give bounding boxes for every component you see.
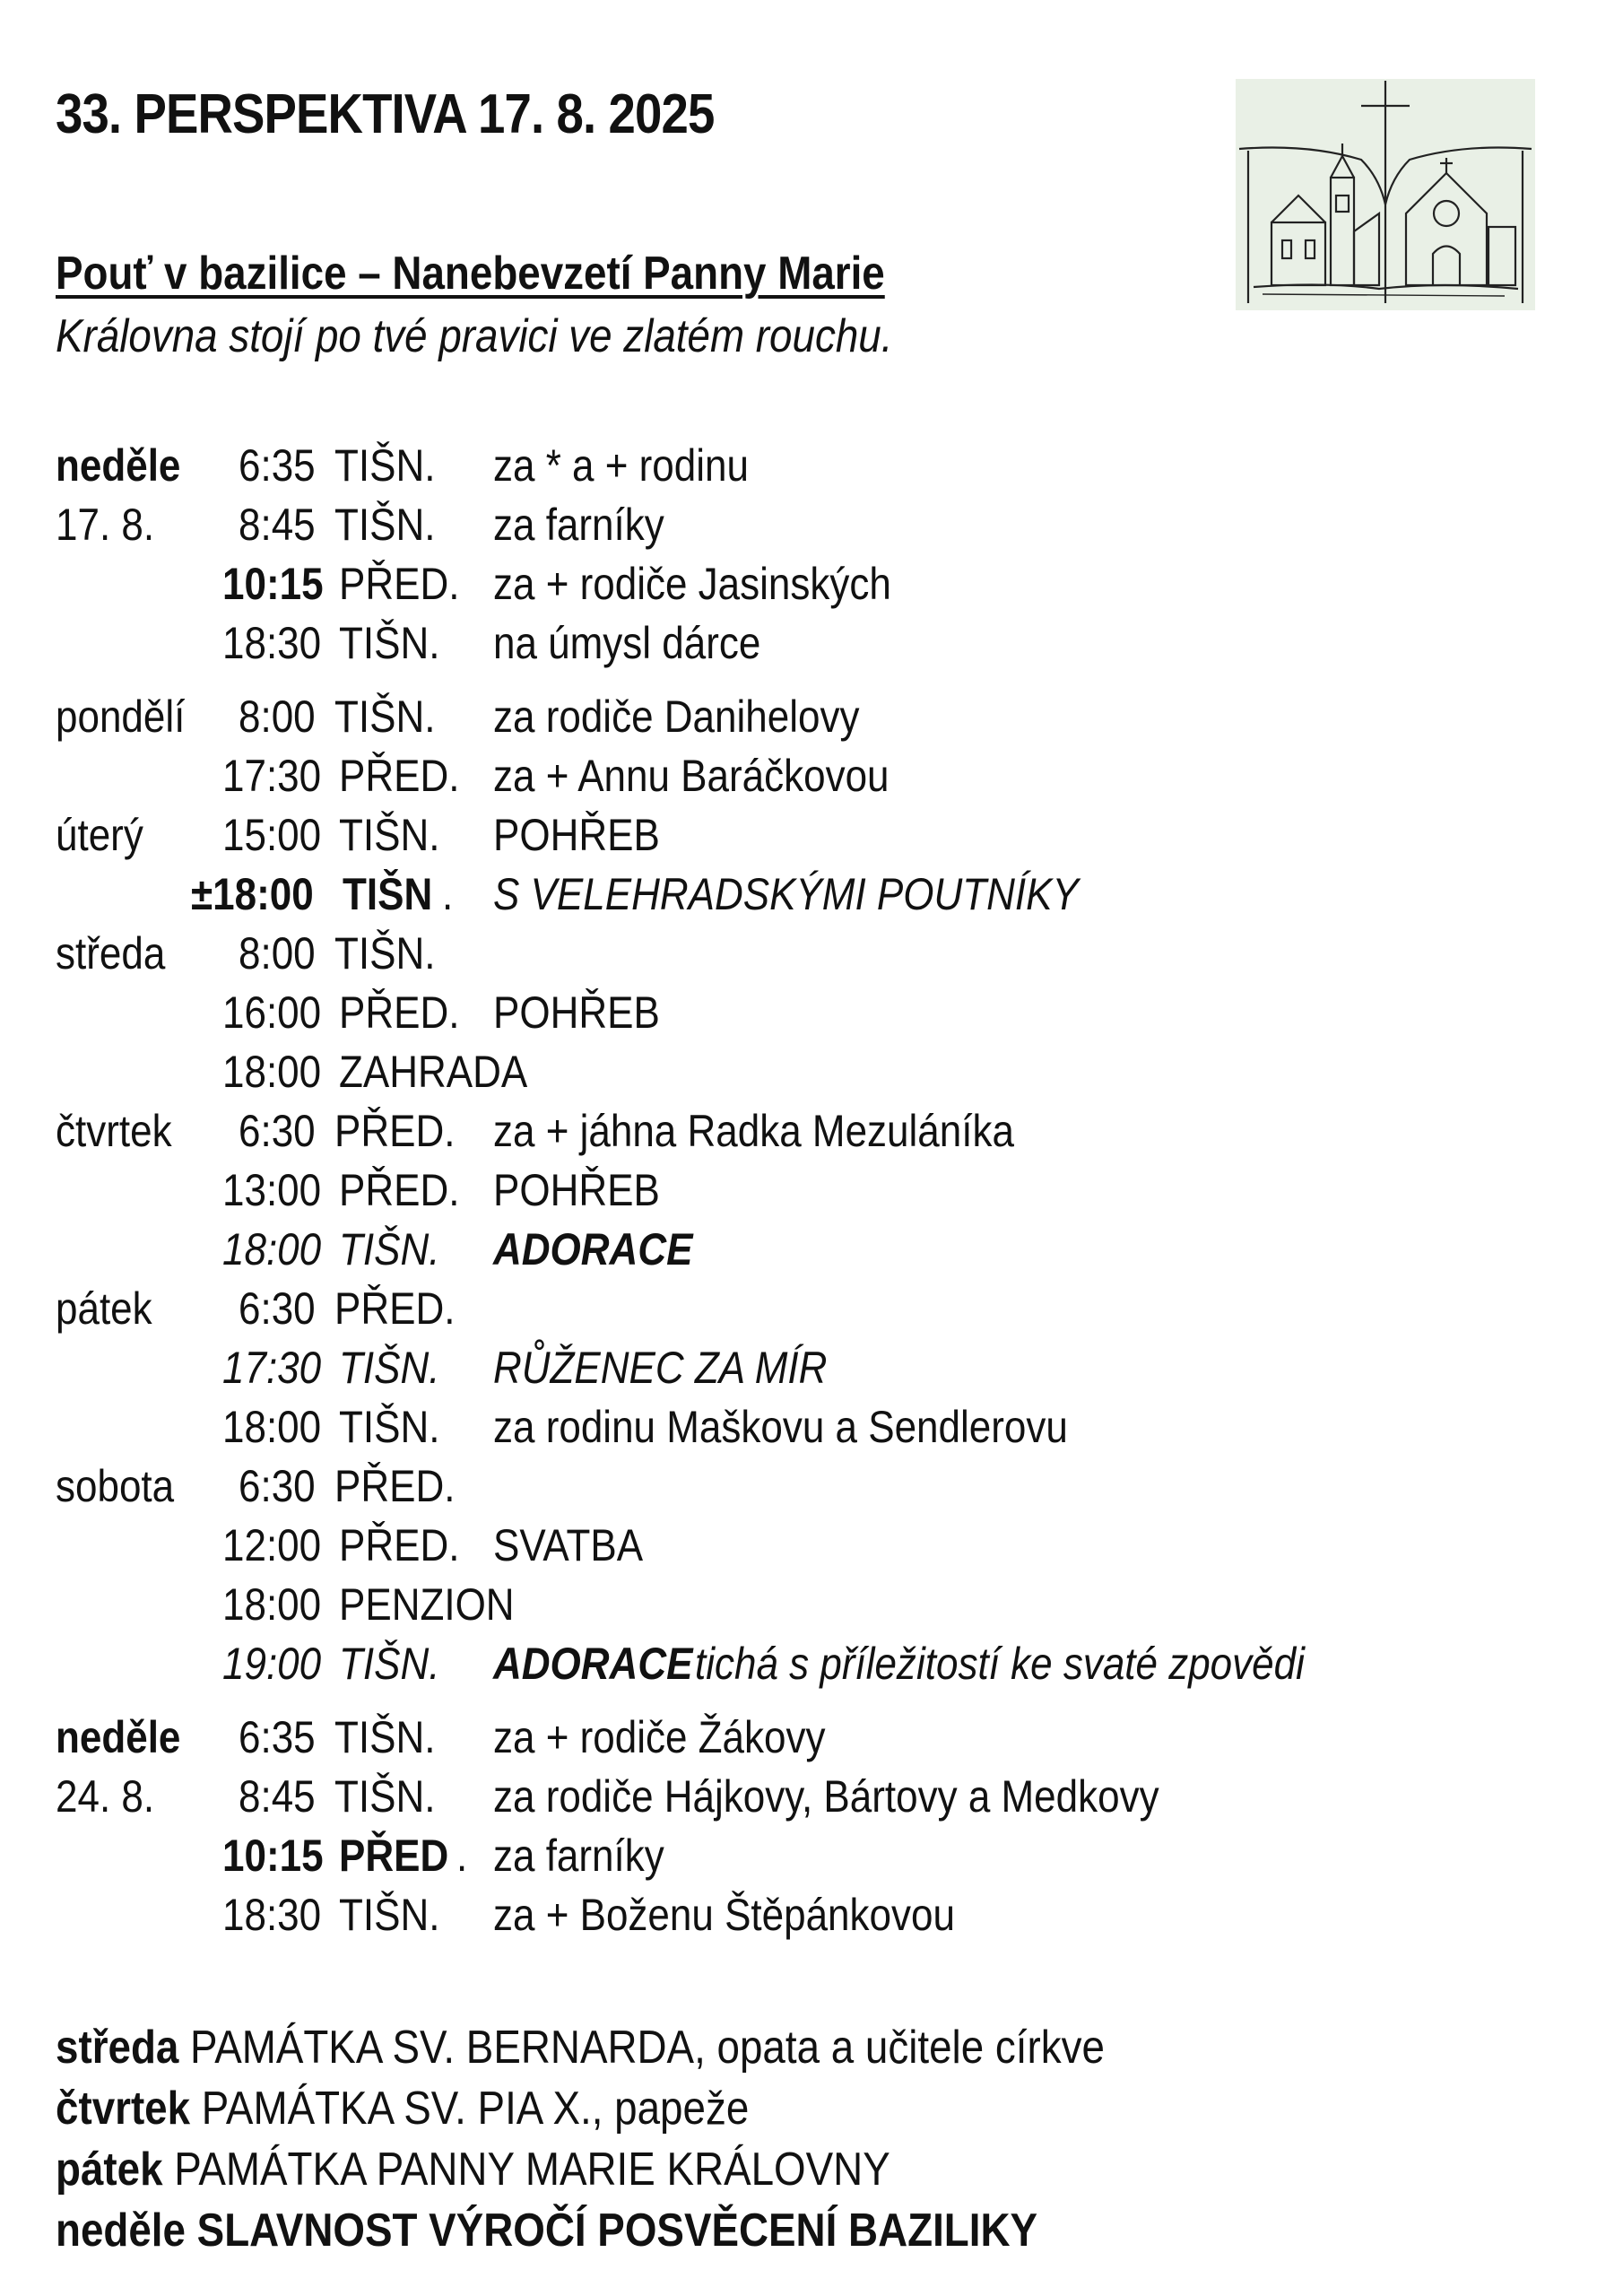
schedule-intention: za * a + rodinu	[493, 440, 749, 491]
schedule-time: 10:15	[222, 559, 324, 609]
schedule-place: PŘED.	[339, 1520, 460, 1570]
schedule-place: TIŠN.	[334, 440, 436, 491]
schedule-day: sobota	[56, 1461, 175, 1511]
feast-day: neděle	[56, 2205, 186, 2257]
schedule-day: pátek	[56, 1283, 152, 1334]
schedule-time: 18:30	[222, 618, 322, 668]
schedule-time: 6:30	[239, 1106, 316, 1156]
schedule-row	[0, 496, 1623, 553]
schedule-intention: za rodiče Danihelovy	[493, 691, 860, 742]
schedule-place: PŘED.	[339, 751, 460, 801]
schedule-time: 6:35	[239, 1712, 316, 1762]
schedule-place: TIŠN	[343, 869, 433, 919]
feast-text: PAMÁTKA PANNY MARIE KRÁLOVNY	[162, 2144, 890, 2196]
schedule-place: TIŠN.	[339, 1890, 440, 1940]
schedule-row	[0, 1161, 1623, 1219]
schedule-place: PŘED.	[339, 987, 460, 1038]
feast-line	[56, 2140, 890, 2199]
feast-day: čtvrtek	[56, 2083, 191, 2135]
schedule-place: TIŠN.	[339, 618, 440, 668]
schedule-time: 17:30	[222, 1343, 322, 1393]
schedule-time: 18:00	[222, 1579, 322, 1630]
schedule-intention: za rodinu Maškovu a Sendlerovu	[493, 1402, 1068, 1452]
schedule-row	[0, 1635, 1623, 1692]
schedule-intention: SVATBA	[493, 1520, 644, 1570]
schedule-row	[0, 555, 1623, 613]
schedule-time: 6:30	[239, 1461, 316, 1511]
schedule-row	[0, 806, 1623, 864]
schedule-intention: POHŘEB	[493, 1165, 660, 1215]
schedule-place: PENZION	[339, 1579, 515, 1630]
schedule-row	[0, 1709, 1623, 1766]
schedule-intention: za farníky	[493, 500, 664, 550]
schedule-day: 24. 8.	[56, 1771, 155, 1822]
schedule-time: 8:45	[239, 500, 316, 550]
schedule-intention: S VELEHRADSKÝMI POUTNÍKY	[493, 869, 1079, 919]
feast-text: PAMÁTKA SV. BERNARDA, opata a učitele církve	[178, 2022, 1105, 2074]
schedule-row	[0, 1517, 1623, 1574]
schedule-day: neděle	[56, 440, 181, 491]
schedule-row	[0, 747, 1623, 804]
schedule-time: 8:00	[239, 691, 316, 742]
schedule-place: PŘED.	[339, 559, 460, 609]
schedule-intention: POHŘEB	[493, 810, 660, 860]
feast-line	[56, 2079, 749, 2138]
schedule-intention: za + jáhna Radka Mezuláníka	[493, 1106, 1014, 1156]
schedule-intention: POHŘEB	[493, 987, 660, 1038]
schedule-intention: ADORACE	[493, 1224, 693, 1274]
schedule-place: TIŠN.	[334, 691, 436, 742]
motto: Královna stojí po tvé pravici ve zlatém rouchu.	[56, 310, 893, 362]
schedule-place: PŘED.	[334, 1283, 456, 1334]
schedule-day: pondělí	[56, 691, 186, 742]
schedule-row	[0, 614, 1623, 672]
schedule-place: TIŠN.	[334, 928, 436, 978]
schedule-time: 17:30	[222, 751, 322, 801]
schedule-row	[0, 1457, 1623, 1515]
schedule-time: 19:00	[222, 1639, 322, 1689]
schedule-intention: za + Annu Baráčkovou	[493, 751, 890, 801]
feast-line	[56, 2018, 1105, 2077]
schedule-place: TIŠN.	[339, 1402, 440, 1452]
schedule-day: 17. 8.	[56, 500, 155, 550]
feast-text: SLAVNOST VÝROČÍ POSVĚCENÍ BAZILIKY	[185, 2205, 1038, 2257]
schedule-time: 15:00	[222, 810, 322, 860]
schedule-row	[0, 1102, 1623, 1160]
schedule-row	[0, 925, 1623, 982]
schedule-place: ZAHRADA	[339, 1047, 528, 1097]
schedule-day: úterý	[56, 810, 143, 860]
subtitle: Pouť v bazilice – Nanebevzetí Panny Marie	[56, 248, 885, 300]
schedule-place: PŘED.	[334, 1106, 456, 1156]
schedule-row	[0, 688, 1623, 745]
schedule-row	[0, 1827, 1623, 1884]
schedule-time: 18:00	[222, 1047, 322, 1097]
schedule-place: TIŠN.	[334, 1771, 436, 1822]
schedule-row	[0, 1886, 1623, 1944]
schedule-place: TIŠN.	[339, 1224, 440, 1274]
schedule-place: PŘED.	[339, 1165, 460, 1215]
schedule-intention-note: tichá s příležitostí ke svaté zpovědi	[695, 1639, 1305, 1689]
feast-day: pátek	[56, 2144, 163, 2196]
page-title: 33. PERSPEKTIVA 17. 8. 2025	[56, 83, 715, 145]
schedule-row	[0, 1398, 1623, 1456]
schedule-time: 16:00	[222, 987, 322, 1038]
schedule-place: TIŠN.	[339, 1639, 440, 1689]
schedule-time: 6:35	[239, 440, 316, 491]
feast-day: středa	[56, 2022, 179, 2074]
schedule-intention: na úmysl dárce	[493, 618, 761, 668]
schedule-time: ±18:00	[191, 869, 314, 919]
feast-line	[56, 2201, 1037, 2260]
schedule-row	[0, 984, 1623, 1041]
schedule-day: neděle	[56, 1712, 181, 1762]
schedule-place-dot: .	[442, 869, 454, 919]
schedule-time: 18:00	[222, 1402, 322, 1452]
schedule-place: PŘED	[339, 1831, 449, 1881]
schedule-time: 12:00	[222, 1520, 322, 1570]
schedule-intention: za + Boženu Štěpánkovou	[493, 1890, 955, 1940]
schedule-row	[0, 865, 1623, 923]
schedule-intention: za + rodiče Jasinských	[493, 559, 891, 609]
schedule-time: 8:00	[239, 928, 316, 978]
schedule-time: 18:00	[222, 1224, 322, 1274]
schedule-time: 8:45	[239, 1771, 316, 1822]
schedule-time: 13:00	[222, 1165, 322, 1215]
schedule-day: středa	[56, 928, 166, 978]
schedule-row	[0, 1280, 1623, 1337]
schedule-row	[0, 1043, 1623, 1100]
schedule-intention: za + rodiče Žákovy	[493, 1712, 826, 1762]
schedule-place: TIŠN.	[334, 1712, 436, 1762]
schedule-place: TIŠN.	[334, 500, 436, 550]
schedule-time: 6:30	[239, 1283, 316, 1334]
schedule-time: 10:15	[222, 1831, 324, 1881]
schedule-place-dot: .	[456, 1831, 468, 1881]
schedule-place: PŘED.	[334, 1461, 456, 1511]
schedule-row	[0, 437, 1623, 494]
schedule-row	[0, 1768, 1623, 1825]
basilica-logo-icon	[1236, 79, 1535, 310]
schedule-intention: ADORACE	[493, 1639, 693, 1689]
schedule-row	[0, 1221, 1623, 1278]
schedule-intention: za farníky	[493, 1831, 664, 1881]
schedule-place: TIŠN.	[339, 1343, 440, 1393]
feast-text: PAMÁTKA SV. PIA X., papeže	[190, 2083, 750, 2135]
schedule-time: 18:30	[222, 1890, 322, 1940]
schedule-intention: za rodiče Hájkovy, Bártovy a Medkovy	[493, 1771, 1159, 1822]
schedule-row	[0, 1339, 1623, 1396]
schedule-row	[0, 1576, 1623, 1633]
schedule-day: čtvrtek	[56, 1106, 172, 1156]
schedule-intention: RŮŽENEC ZA MÍR	[493, 1343, 828, 1393]
schedule-place: TIŠN.	[339, 810, 440, 860]
